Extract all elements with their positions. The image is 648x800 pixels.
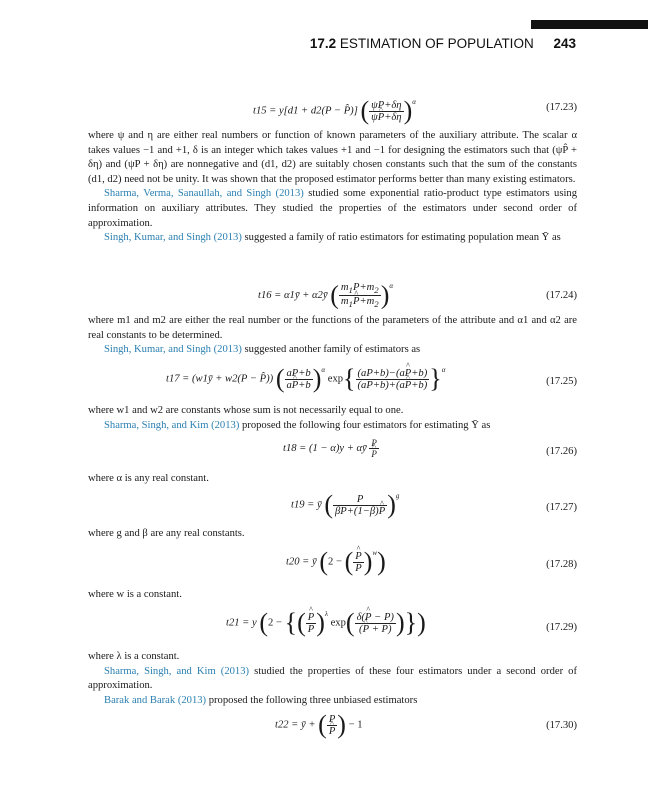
citation-link[interactable]: Sharma, Singh, and Kim (2013) [104,665,250,677]
paragraph: where ψ and η are either real numbers or function of known parameters of the auxiliary attribute. The scalar α takes values −1 and +1, δ is an integer which takes values +1 and −1 for designing the estimators such that (ψP̂ + δη) and (ψP + δη) are nonnegative and (d1, d2) are suitably chosen constants such that the sum of the constants (d1, d2) need not be unity. It was shown that the proposed estimator performs better than many existing estimators. Sharma, Verma, Sanaullah, and Singh (2013) studied some exponential ratio-product type estimators using information on auxiliary attributes. They studied the properties of the estimators under second order of approximation. Singh, Kumar, and Singh (2013) suggested a family of ratio estimators for estimating population mean Ȳ as [88,130,578,244]
equation-number: (17.29) [546,622,577,633]
citation-link[interactable]: Singh, Kumar, and Singh (2013) [104,344,242,356]
paragraph: where λ is a constant. Sharma, Singh, and Kim (2013) studied the properties of these four estimators under a second order of approximation. Barak and Barak (2013) proposed the following three unbiased estimators [88,651,577,706]
citation-link[interactable]: Barak and Barak (2013) [104,694,207,706]
paragraph: where w1 and w2 are constants whose sum is not necessarily equal to one. Sharma, Singh, and Kim (2013) proposed the following four estimators for estimating Ȳ as [88,405,491,431]
equation-number: (17.27) [546,502,577,513]
running-header [310,36,576,51]
equation-number: (17.28) [546,559,577,570]
eq-lhs: t18 = (1 − α)y + αȳ [283,442,367,454]
eq-lhs: t16 = α1ȳ + α2ȳ [258,290,328,302]
equation-17-28: t20 = ȳ (2 − ( ^ $\frac{P}{P}$ )$^w$) (17.28) [88,545,577,587]
citation-link[interactable]: Sharma, Verma, Sanaullah, and Singh (2013) [104,188,304,200]
eq-lhs: t19 = ȳ [291,499,322,511]
equation-17-23: t15 = y[d1 + d2(P − P̂)] ( $\frac{\psi P+\delta\eta}{\psi\^{} P+\delta\eta}$ )$^\alpha$ (17.23) [88,92,577,128]
paragraph: where g and β are any real constants. [88,528,245,539]
equation-17-24: t16 = α1ȳ + α2ȳ ( $\frac{m_1P+m_2}{m_1\^{} P+m_2}$ )$^\alpha$ (17.24) [88,276,577,314]
section-title: ESTIMATION OF POPULATION [339,36,534,51]
eq-lhs: t21 = y [226,617,257,629]
eq-lhs: t20 = ȳ [286,556,317,568]
paragraph: where α is any real constant. [88,473,209,484]
equation-number: (17.30) [546,720,577,731]
paragraph: where m1 and m2 are either the real number or the functions of the parameters of the attribute and α1 and α2 are real constants to be determined. Singh, Kumar, and Singh (2013) suggested another family of estimators as [88,315,577,356]
citation-link[interactable]: Sharma, Singh, and Kim (2013) [104,419,240,431]
equation-17-25: t17 = (w1ȳ + w2(P − P̂)) ( $\frac{aP+b}{a\^{} P+b}$ )$^\alpha$ exp{ $\frac{(aP+b)-(a\^{} P+b)}{(aP+b)+(a\^{} P+b)}$ }$^\alpha$ (17.25) [88,362,577,402]
equation-number: (17.25) [546,376,577,387]
equation-number: (17.23) [546,102,577,113]
equation-17-30: t22 = ȳ + ( P ^ P ) − 1 (17.30) [88,708,577,748]
eq-lhs: t17 = (w1ȳ + w2(P − P̂)) [166,373,274,385]
equation-number: (17.24) [546,290,577,301]
paragraph: where w is a constant. [88,589,182,600]
eq-lhs: t22 = ȳ + [275,719,316,731]
citation-link[interactable]: Singh, Kumar, and Singh (2013) [104,232,242,244]
equation-17-26: t18 = (1 − α)y + αȳ P ^ P (17.26) [88,436,577,470]
equation-17-29: t21 = y (2 − {( ^ $\frac{P}{P}$ )$^\lambda$ exp( $\frac{\delta(\^{} P - P)}{(\^{} P + P)}$ )}) (17.29) [88,604,577,652]
section-number: 17.2 [309,36,337,51]
equation-number: (17.26) [546,446,577,457]
page-number: 243 [553,36,576,51]
header-rule [531,20,648,29]
eq-lhs: t15 = y[d1 + d2(P − P̂)] [253,105,358,117]
equation-17-27: t19 = ȳ ( $\frac{P}{\beta P+(1-\beta)\^{} P}$ )$^g$ (17.27) [88,488,577,528]
